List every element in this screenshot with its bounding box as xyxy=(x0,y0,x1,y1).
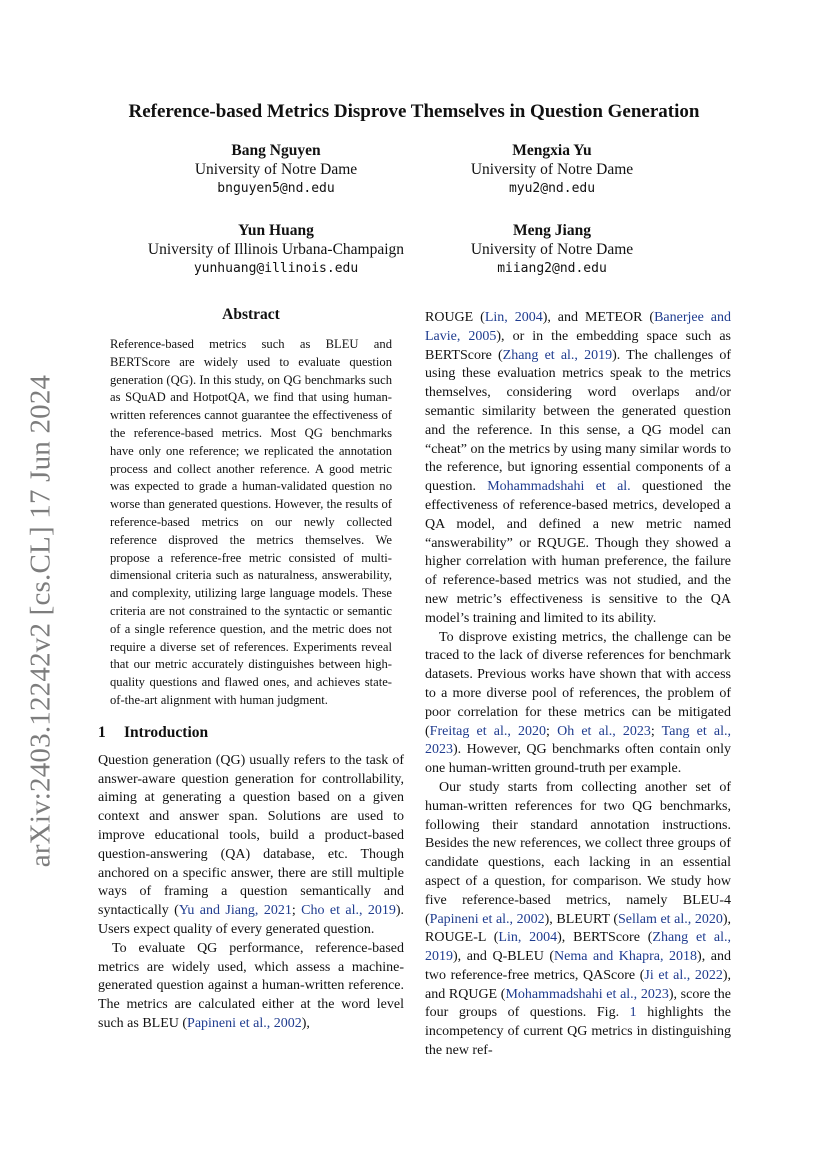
author-block xyxy=(126,221,426,278)
citation-link[interactable]: Papineni et al., 2002 xyxy=(187,1015,302,1031)
citation-link[interactable]: Lin, 2004 xyxy=(484,310,543,325)
author-affiliation: University of Illinois Urbana-Champaign xyxy=(147,241,405,258)
abstract-text: Reference-based metrics such as BLEU and BERTScore are widely used to evaluate question generation (QG). In this study, on QG benchmarks such as SQuAD and HotpotQA, we find that using human-written references cannot guarantee the effectiveness of the reference-based metrics. Most QG benchmarks have only one reference; we replicated the annotation process and collect another reference. A good metric was expected to grade a human-validated question no worse than generated questions. However, the results of reference-based metrics on our newly collected reference disproved the metrics themselves. We propose a reference-free metric consisted of multi-dimensional criteria such as naturalness, answerability, and complexity, utilizing large language models. These criteria are not constrained to the syntactic or semantic of a single reference question, and the metric does not require a diverse set of references. Experiments reveal that our metric accurately distinguishes between high-quality questions and flawed ones, and achieves state-of-the-art alignment with human judgment. xyxy=(110,337,392,707)
author-name: Bang Nguyen xyxy=(231,142,321,159)
citation-link[interactable]: Oh et al., 2023 xyxy=(557,723,651,739)
citation-link[interactable]: Nema and Khapra, 2018 xyxy=(554,949,698,965)
author-affiliation: University of Notre Dame xyxy=(470,241,634,258)
citation-link[interactable]: Cho et al., 2019 xyxy=(301,903,396,919)
abstract-heading: Abstract xyxy=(222,306,280,323)
author-email[interactable]: yunhuang@illinois.edu xyxy=(193,261,359,276)
author-email[interactable]: miiang2@nd.edu xyxy=(497,261,607,276)
arxiv-identifier: arXiv:2403.12242v2 [cs.CL] 17 Jun 2024 xyxy=(24,374,57,868)
intro-paragraph-2: To evaluate QG performance, reference-based metrics are widely used, which assess a machine-generated question against a human-written reference. The metrics are calculated either at the word level such as BLEU (Papineni et al., 2002), xyxy=(98,940,404,1031)
citation-link[interactable]: Freitag et al., 2020 xyxy=(429,723,547,739)
section-number: 1 xyxy=(98,723,106,741)
author-block xyxy=(402,141,702,198)
section-title: Introduction xyxy=(124,723,209,741)
author-block xyxy=(402,221,702,278)
intro-paragraph-1: Question generation (QG) usually refers to the task of answer-aware question generation for controllability, aiming at generating a question based on a given context and answer span. Solutions are used to improve educational tools, build a product-based question-answering (QA) database, etc. Though anchored on a specific answer, there are still multiple ways of framing a question semantically and syntactically (Yu and Jiang, 2021; Cho et al., 2019). Users expect quality of every generated question. xyxy=(98,752,405,937)
citation-link[interactable]: Papineni et al., 2002 xyxy=(429,911,545,927)
citation-link[interactable]: Ji et al., 2022 xyxy=(644,967,723,983)
figure-link[interactable]: 1 xyxy=(629,1005,637,1021)
author-name: Yun Huang xyxy=(238,222,314,239)
author-name: Meng Jiang xyxy=(513,222,591,239)
paper-title: Reference-based Metrics Disprove Themselves in Question Generation xyxy=(128,101,700,122)
author-email[interactable]: bnguyen5@nd.edu xyxy=(217,181,335,196)
author-affiliation: University of Notre Dame xyxy=(194,161,358,178)
right-column xyxy=(425,309,731,1061)
citation-link[interactable]: Zhang et al., 2019 xyxy=(502,347,613,363)
author-name: Mengxia Yu xyxy=(512,142,592,159)
intro-paragraph-5: Our study starts from collecting another set of human-written references for two QG benchmarks, following their standard annotation instructions. Besides the new references, we collect three groups of candidate questions, each lacking in an essential aspect of a question, for comparison. We study how five reference-based metrics, namely BLEU-4 (Papineni et al., 2002), BLEURT (Sellam et al., 2020), ROUGE-L (Lin, 2004), BERTScore (Zhang et al., 2019), and Q-BLEU (Nema and Khapra, 2018), and two reference-free metrics, QAScore (Ji et al., 2022), and RQUGE (Mohammadshahi et al., 2023), score the four groups of questions. Fig. 1 highlights the incompetency of current QG metrics in distinguishing the new ref- xyxy=(425,779,732,1059)
section-heading xyxy=(98,724,404,742)
citation-link[interactable]: Mohammadshahi et al. xyxy=(487,479,631,495)
citation-link[interactable]: Tang et al., 2023 xyxy=(425,723,731,758)
citation-link[interactable]: Mohammadshahi et al., 2023 xyxy=(505,986,669,1002)
citation-link[interactable]: Zhang et al., 2019 xyxy=(425,930,731,965)
citation-link[interactable]: Yu and Jiang, 2021 xyxy=(178,903,292,919)
citation-link[interactable]: Sellam et al., 2020 xyxy=(617,911,723,927)
author-email[interactable]: myu2@nd.edu xyxy=(508,181,596,196)
citation-link[interactable]: Lin, 2004 xyxy=(498,930,558,946)
author-affiliation: University of Notre Dame xyxy=(470,161,634,178)
intro-paragraph-3: ROUGE (Lin, 2004), and METEOR (Banerjee and Lavie, 2005), or in the embedding space such as BERTScore (Zhang et al., 2019). The challenges of using these evaluation metrics speak to the metrics themselves, considering word overlaps and/or semantic similarity between the generated question and the reference. In this sense, a QG model can “cheat” on the metrics by using many similar words to the reference, but ignoring essential components of a question. Mohammadshahi et al. questioned the effectiveness of reference-based metrics, developed a QA model, and defined a new metric named “answerability” or RQUGE. Though they showed a higher correlation with human preference, the failure of reference-based metrics was not studied, and the new metric’s effectiveness is sensitive to the QA model’s training and limited to its ability. xyxy=(425,310,731,626)
author-block xyxy=(126,141,426,198)
left-column xyxy=(98,306,404,1034)
intro-paragraph-4: To disprove existing metrics, the challenge can be traced to the lack of diverse references for benchmark datasets. Previous works have shown that with access to a more diverse pool of references, the problem of poor correlation for these metrics can be mitigated (Freitag et al., 2020; Oh et al., 2023; Tang et al., 2023). However, QG benchmarks often contain only one human-written ground-truth per example. xyxy=(425,629,731,777)
arxiv-stamp xyxy=(12,368,70,874)
citation-link[interactable]: Banerjee and Lavie, 2005 xyxy=(425,310,731,344)
